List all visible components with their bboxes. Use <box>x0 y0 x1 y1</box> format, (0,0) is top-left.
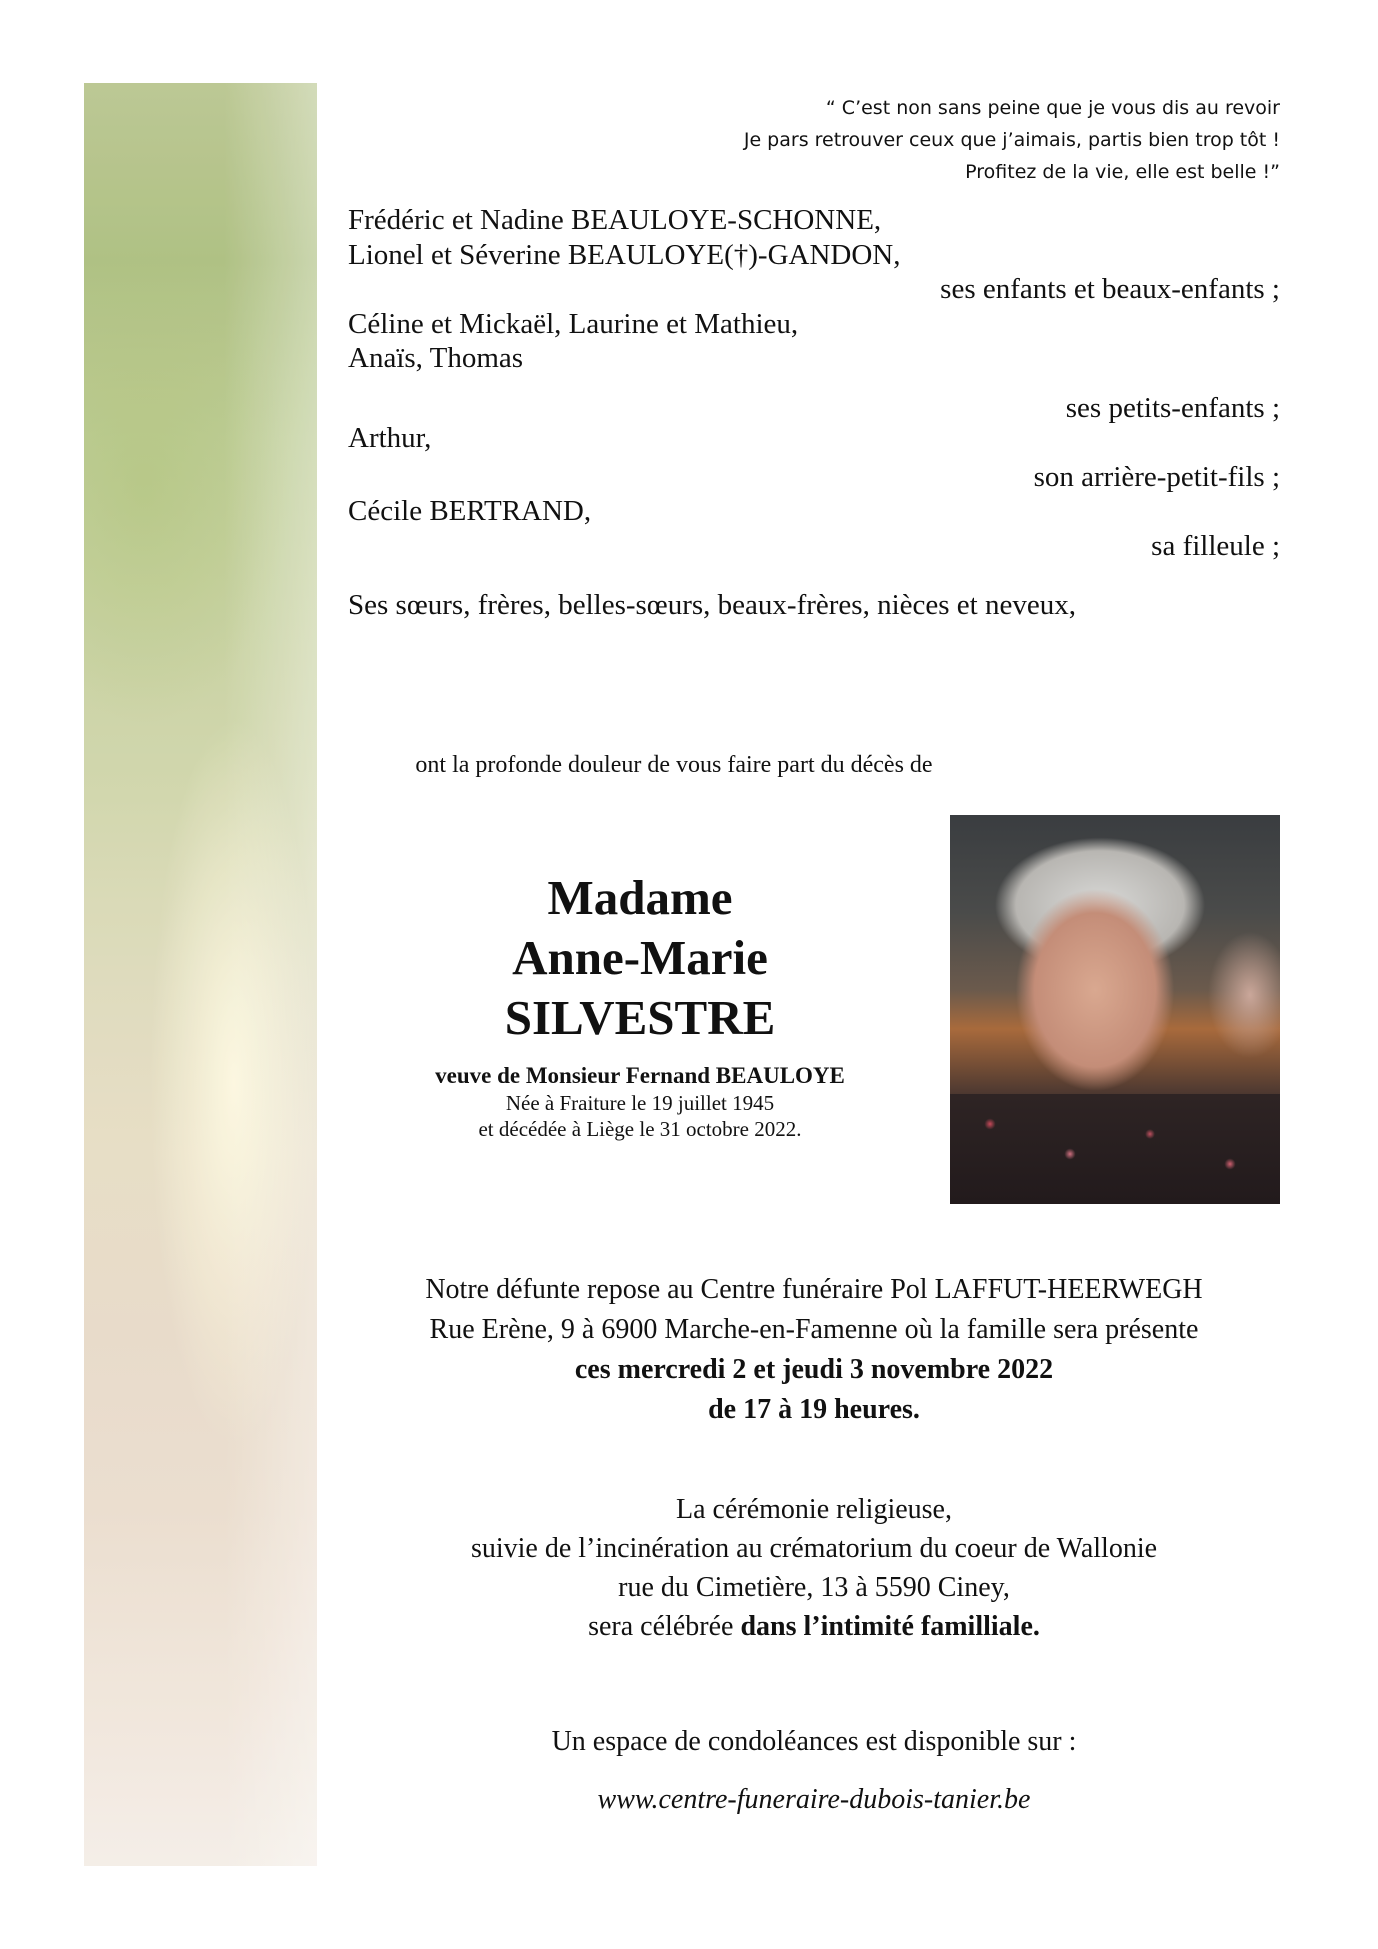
birth-date: Née à Fraiture le 19 juillet 1945 <box>505 1091 775 1115</box>
grandchildren-line-2: Anaïs, Thomas <box>348 342 524 374</box>
greatgrandchild-label: son arrière-petit-fils ; <box>1033 460 1280 493</box>
widow-of: veuve de Monsieur Fernand BEAULOYE <box>435 1063 845 1088</box>
portrait-photo <box>950 815 1280 1204</box>
children-line-1: Frédéric et Nadine BEAULOYE-SCHONNE, <box>348 204 882 236</box>
deceased-title: Madame <box>547 870 733 925</box>
deceased-name-block <box>348 868 932 1142</box>
epitaph-quote <box>520 92 1280 188</box>
condolences-url-link[interactable]: www.centre-funeraire-dubois-tanier.be <box>597 1784 1031 1815</box>
grandchildren-line-1: Céline et Mickaël, Laurine et Mathieu, <box>348 307 799 340</box>
deceased-first-name: Anne-Marie <box>512 930 768 985</box>
visitation-line-2: Rue Erène, 9 à 6900 Marche-en-Famenne où la famille sera présente <box>429 1314 1199 1345</box>
visitation-line-1: Notre défunte repose au Centre funéraire Pol LAFFUT-HEERWEGH <box>425 1274 1203 1305</box>
condolences-text: Un espace de condoléances est disponible sur : <box>551 1726 1077 1757</box>
family-list <box>348 203 1280 563</box>
ceremony-line-3: rue du Cimetière, 13 à 5590 Ciney, <box>618 1572 1010 1603</box>
children-line-2: Lionel et Séverine BEAULOYE(†)-GANDON, <box>348 238 901 271</box>
goddaughter-line: Cécile BERTRAND, <box>348 495 592 527</box>
greatgrandchild-line: Arthur, <box>348 422 432 454</box>
ceremony-line-2: suivie de l’incinération au crématorium du coeur de Wallonie <box>470 1533 1158 1564</box>
ceremony-line-4 <box>348 1607 1280 1646</box>
forest-path-image <box>84 83 317 1866</box>
ceremony-line-4-bold: dans l’intimité familliale. <box>740 1611 1040 1642</box>
grandchildren-label: ses petits-enfants ; <box>1065 391 1280 424</box>
goddaughter-label: sa filleule ; <box>1151 529 1280 562</box>
quote-line: Je pars retrouver ceux que j’aimais, partis bien trop tôt ! <box>743 129 1280 151</box>
visitation-hours: de 17 à 19 heures. <box>708 1394 920 1425</box>
ceremony-line-1: La cérémonie religieuse, <box>676 1494 952 1525</box>
siblings-line: Ses sœurs, frères, belles-sœurs, beaux-frères, nièces et neveux, <box>348 589 1076 621</box>
announcement <box>348 752 1280 779</box>
quote-line: “ C’est non sans peine que je vous dis au revoir <box>825 97 1280 119</box>
ceremony-info <box>348 1490 1280 1646</box>
deceased-last-name: SILVESTRE <box>504 990 776 1045</box>
ceremony-line-4-prefix: sera célébrée <box>588 1611 741 1642</box>
death-date: et décédée à Liège le 31 octobre 2022. <box>478 1117 802 1141</box>
visitation-dates: ces mercredi 2 et jeudi 3 novembre 2022 <box>574 1354 1054 1385</box>
visitation-info <box>348 1270 1280 1430</box>
announcement-text: ont la profonde douleur de vous faire part du décès de <box>415 752 933 778</box>
children-label: ses enfants et beaux-enfants ; <box>940 273 1280 305</box>
quote-line: Profitez de la vie, elle est belle !” <box>965 161 1280 183</box>
condolences-info <box>348 1722 1280 1820</box>
